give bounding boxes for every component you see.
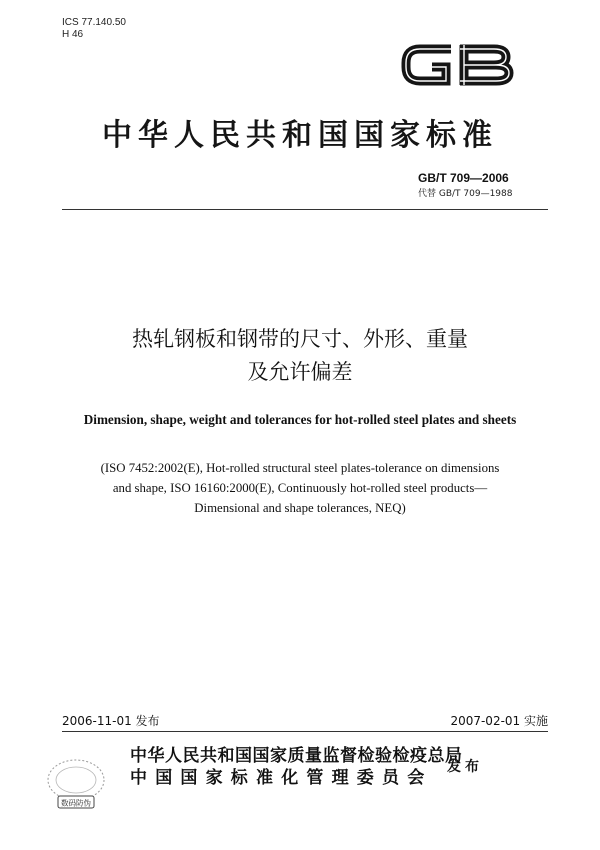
date-row — [62, 712, 548, 728]
publish-label: 发布 — [447, 759, 483, 775]
title-chinese — [0, 323, 600, 389]
implementation-date: 2007-02-01 实施 — [450, 714, 548, 728]
replaces-standard: 代替 GB/T 709—1988 — [418, 189, 513, 199]
gb-logo-g — [406, 49, 451, 81]
top-divider — [62, 209, 548, 210]
issuing-authorities — [130, 745, 463, 789]
ccs-code: H 46 — [62, 29, 84, 40]
org-title: 中华人民共和国国家标准 — [102, 118, 498, 153]
classification-codes — [62, 17, 126, 41]
title-english: Dimension, shape, weight and tolerances for hot-rolled steel plates and sheets — [83, 412, 517, 427]
gb-logo — [398, 40, 516, 90]
issuer-aqsiq: 中华人民共和国国家质量监督检验检疫总局 — [130, 746, 463, 766]
title-chinese-line2: 及允许偏差 — [247, 360, 353, 384]
bottom-divider — [62, 731, 548, 732]
standard-number: GB/T 709—2006 — [418, 171, 509, 185]
anti-counterfeit-stamp-icon — [40, 756, 112, 812]
issuer-sac: 中国国家标准化管理委员会 — [130, 768, 433, 788]
adoption-note — [40, 458, 560, 518]
adoption-line2: and shape, ISO 16160:2000(E), Continuously hot-rolled steel products— — [112, 481, 488, 495]
title-chinese-line1: 热轧钢板和钢带的尺寸、外形、重量 — [132, 327, 468, 351]
ics-code: ICS 77.140.50 — [62, 17, 126, 28]
adoption-line1: (ISO 7452:2002(E), Hot-rolled structural steel plates-tolerance on dimensions — [100, 461, 500, 475]
stamp-label: 数码防伪 — [61, 798, 91, 808]
adoption-line3: Dimensional and shape tolerances, NEQ) — [194, 501, 406, 515]
issue-date: 2006-11-01 发布 — [62, 714, 160, 728]
